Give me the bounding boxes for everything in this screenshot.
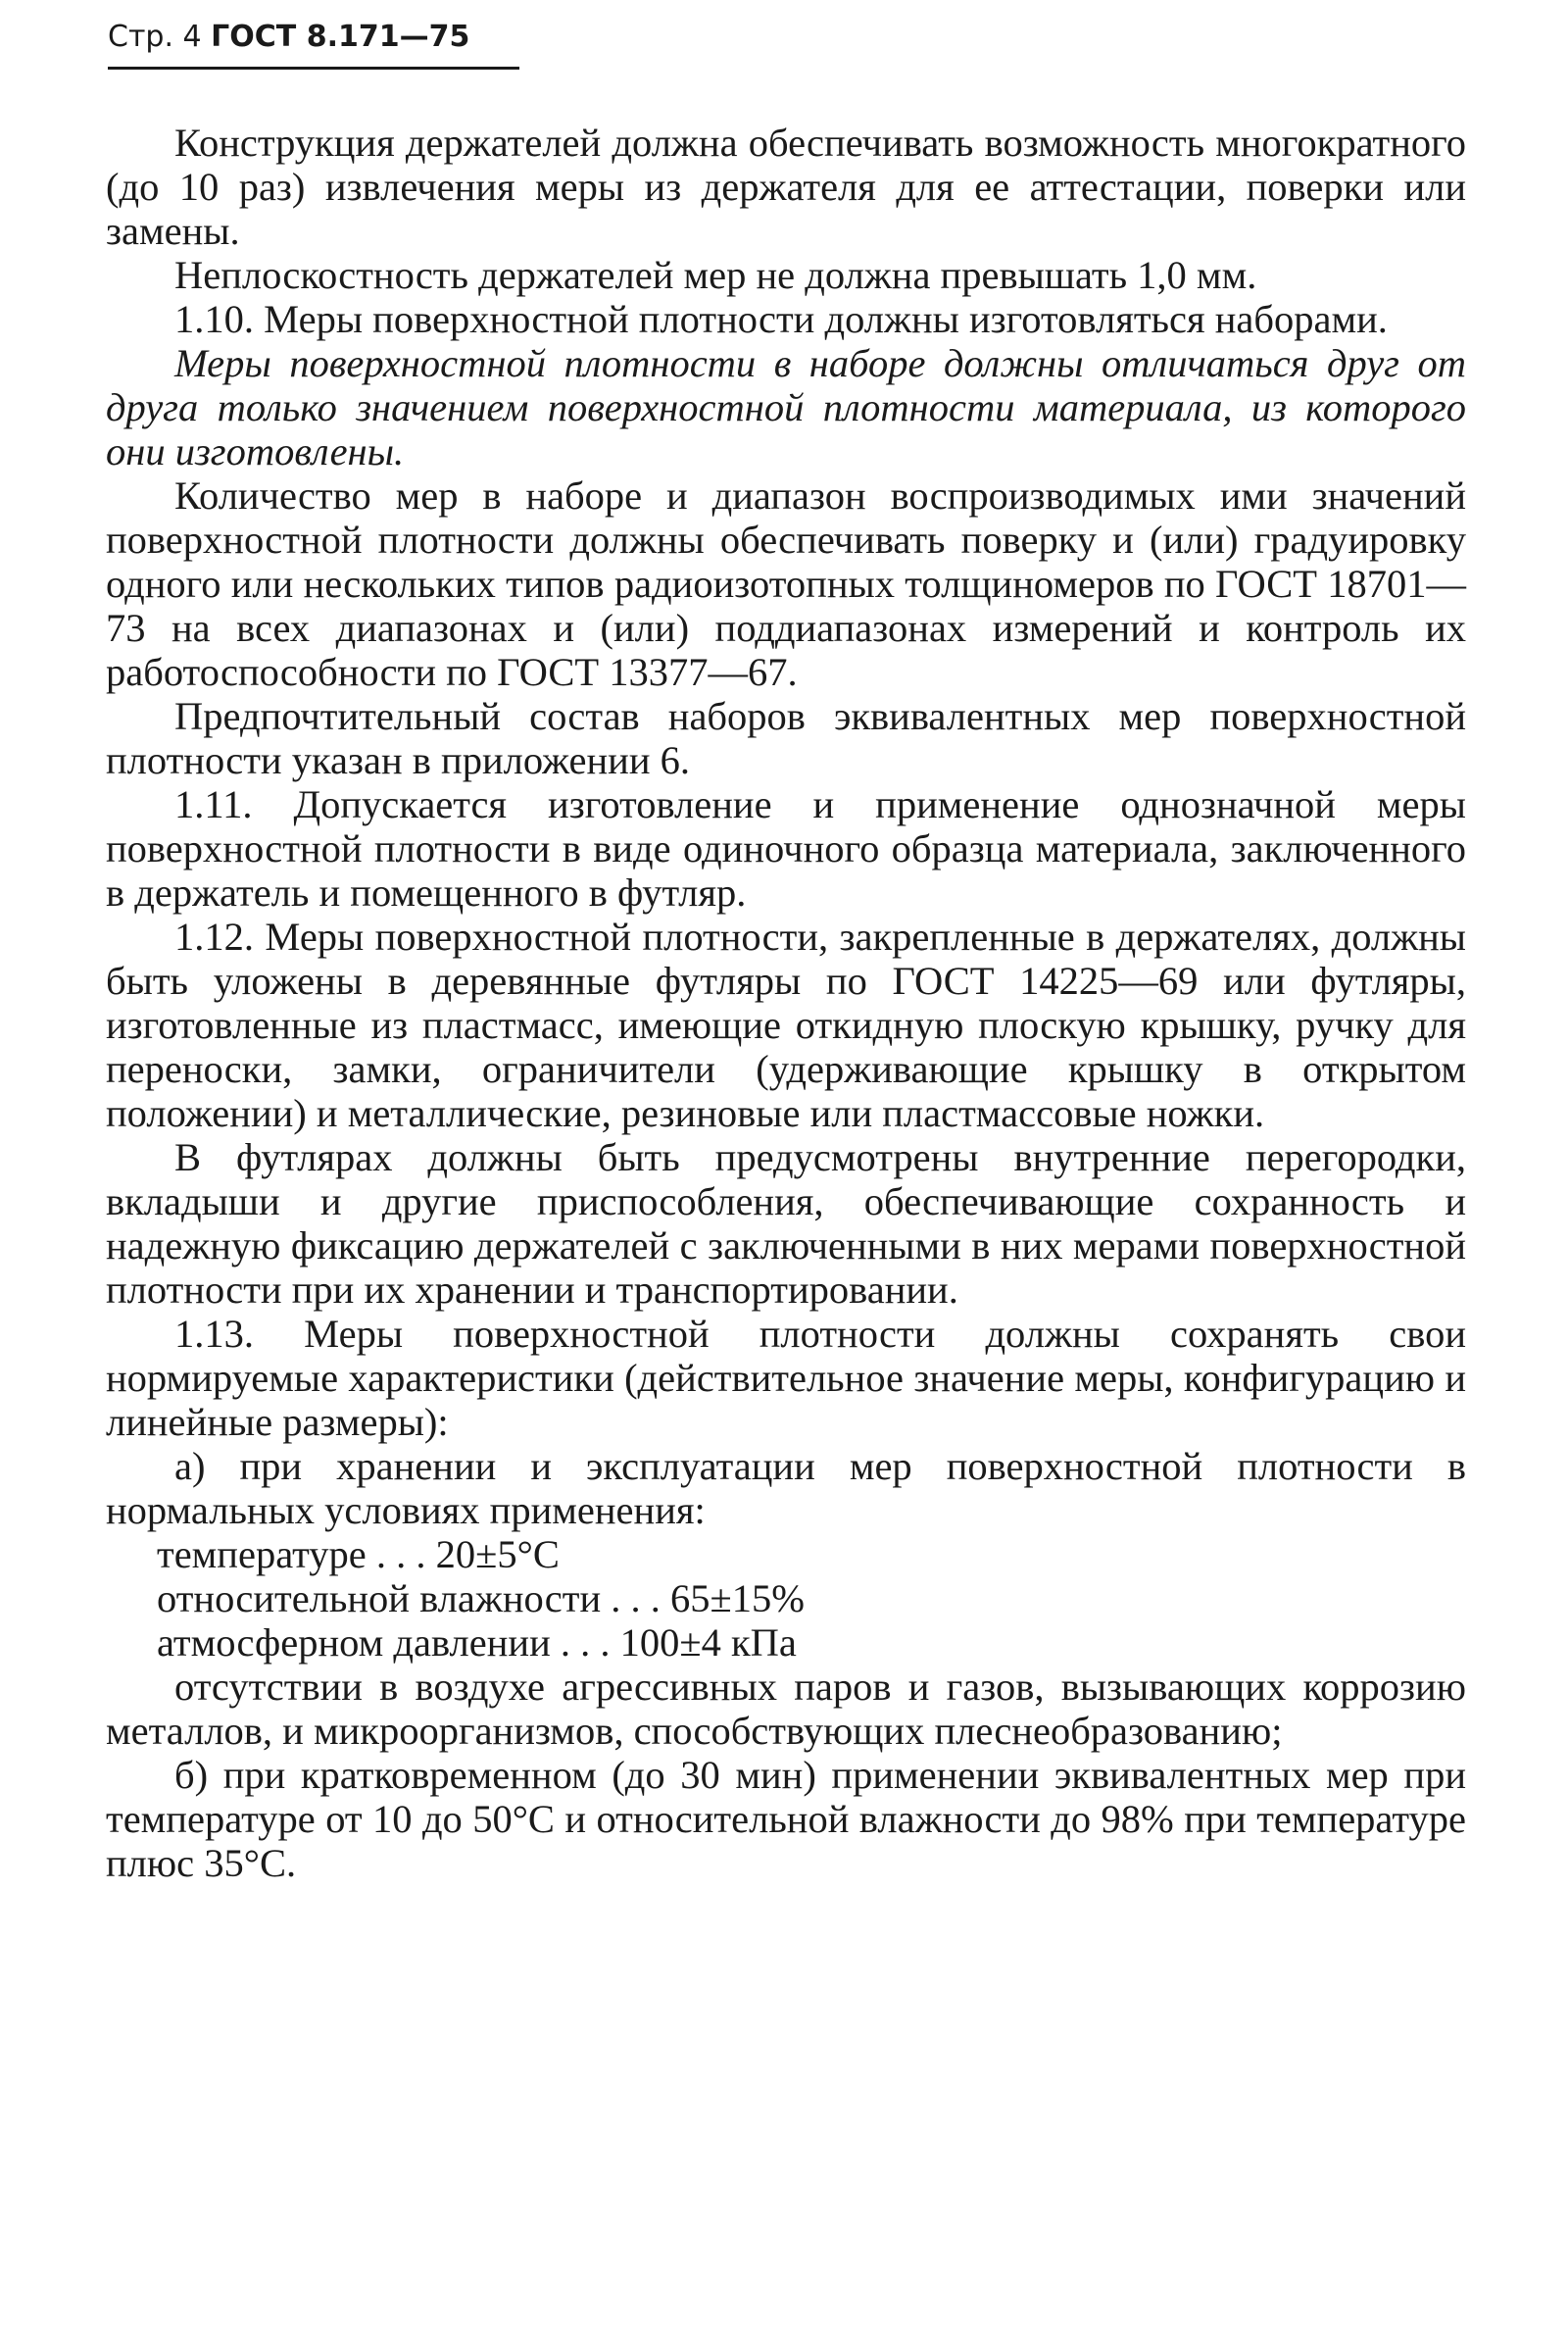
paragraph-set-difference: Меры поверхностной плотности в наборе должны отличаться друг от друга только значением поверхностной плотности материала, из которого они изготовлены. — [106, 341, 1466, 473]
standard-number: ГОСТ 8.171—75 — [211, 20, 470, 54]
paragraph-preferred-set: Предпочтительный состав наборов эквивалентных мер поверхностной плотности указан в приложении 6. — [106, 694, 1466, 782]
page-header — [108, 20, 469, 54]
paragraph-no-aggressive-vapors: отсутствии в воздухе агрессивных паров и газов, вызывающих коррозию металлов, и микроорганизмов, способствующих плеснеобразованию; — [106, 1665, 1466, 1753]
paragraph-holder-flatness: Неплоскостность держателей мер не должна превышать 1,0 мм. — [174, 253, 1257, 297]
paragraph-case-partitions: В футлярах должны быть предусмотрены внутренние перегородки, вкладыши и другие приспособления, обеспечивающие сохранность и надежную фиксацию держателей с заключенными в них мерами поверхностной плотности при их хранении и транспортировании. — [106, 1135, 1466, 1312]
body-text — [106, 121, 1466, 1885]
page-number-label: Стр. 4 — [108, 20, 202, 54]
condition-temperature: температуре . . . 20±5°С — [157, 1532, 560, 1576]
clause-1-13: 1.13. Меры поверхностной плотности должны сохранять свои нормируемые характеристики (действительное значение меры, конфигурацию и линейные размеры): — [106, 1312, 1466, 1444]
paragraph-set-quantity: Количество мер в наборе и диапазон воспроизводимых ими значений поверхностной плотности должны обеспечивать поверку и (или) градуировку одного или нескольких типов радиоизотопных толщиномеров по ГОСТ 18701—73 на всех диапазонах и (или) поддиапазонах измерений и контроль их работоспособности по ГОСТ 13377—67. — [106, 473, 1466, 694]
clause-1-12: 1.12. Меры поверхностной плотности, закрепленные в держателях, должны быть уложены в деревянные футляры по ГОСТ 14225—69 или футляры, изготовленные из пластмасс, имеющие откидную плоскую крышку, ручку для переноски, замки, ограничители (удерживающие крышку в открытом положении) и металлические, резиновые или пластмассовые ножки. — [106, 915, 1466, 1135]
condition-pressure: атмосферном давлении . . . 100±4 кПа — [157, 1620, 797, 1665]
item-b-short-term-use: б) при кратковременном (до 30 мин) применении эквивалентных мер при температуре от 10 до 50°С и относительной влажности до 98% при температуре плюс 35°С. — [106, 1753, 1466, 1885]
clause-1-10: 1.10. Меры поверхностной плотности должны изготовляться наборами. — [174, 297, 1388, 341]
header-rule — [108, 67, 519, 70]
condition-humidity: относительной влажности . . . 65±15% — [157, 1576, 805, 1620]
clause-1-11: 1.11. Допускается изготовление и применение однозначной меры поверхностной плотности в виде одиночного образца материала, заключенного в держатель и помещенного в футляр. — [106, 782, 1466, 915]
paragraph-holder-design: Конструкция держателей должна обеспечивать возможность многократного (до 10 раз) извлечения меры из держателя для ее аттестации, поверки или замены. — [106, 121, 1466, 253]
item-a-normal-conditions: а) при хранении и эксплуатации мер поверхностной плотности в нормальных условиях применения: — [106, 1444, 1466, 1532]
